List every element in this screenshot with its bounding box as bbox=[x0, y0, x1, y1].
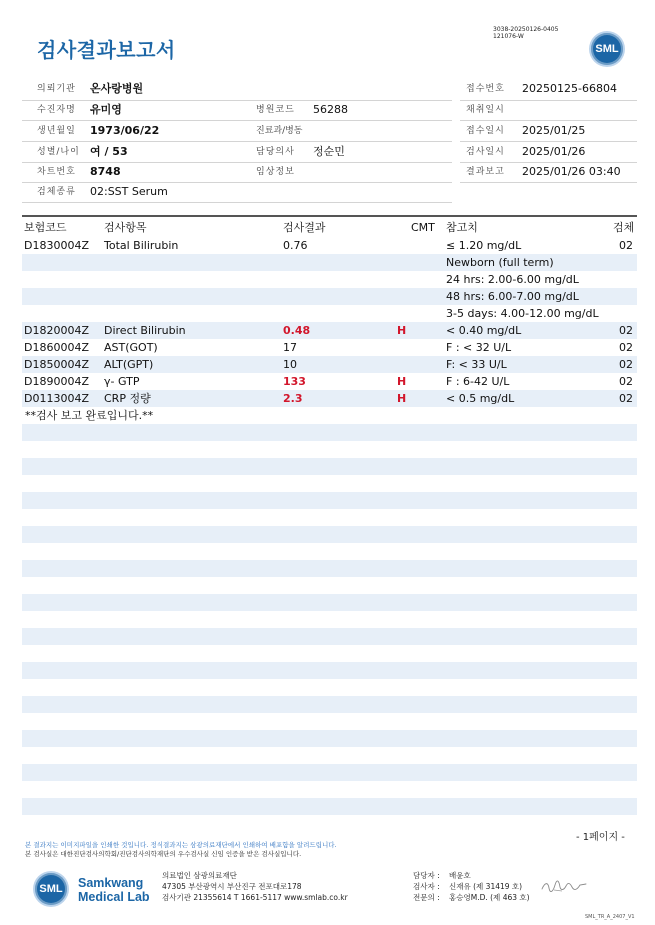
doctor-label: 담당의사 bbox=[256, 147, 295, 157]
divider bbox=[22, 182, 452, 183]
table-row bbox=[22, 288, 637, 305]
insurance-code-cell: D1820004Z bbox=[24, 324, 89, 337]
hospital-code-label: 병원코드 bbox=[256, 105, 295, 115]
divider bbox=[460, 141, 637, 142]
sml-logo: SML bbox=[591, 33, 623, 65]
table-row bbox=[22, 356, 637, 373]
chart-no-label: 차트번호 bbox=[37, 167, 76, 177]
column-header-reference: 참고치 bbox=[446, 221, 478, 234]
staff-value: 홍승영M.D. (제 463 호) bbox=[449, 893, 530, 902]
reference-range-cell: ≤ 1.20 mg/dL bbox=[446, 239, 522, 252]
specimen-cell: 02 bbox=[619, 375, 633, 388]
specimen-cell: 02 bbox=[619, 324, 633, 337]
reference-range-cell: < 0.40 mg/dL bbox=[446, 324, 522, 337]
page-title: 검사결과보고서 bbox=[37, 38, 176, 62]
insurance-code-cell: D1890004Z bbox=[24, 375, 89, 388]
table-row bbox=[22, 373, 637, 390]
reference-range-cell: 24 hrs: 2.00-6.00 mg/dL bbox=[446, 273, 579, 286]
report-date-label: 결과보고 bbox=[466, 167, 505, 177]
specimen-cell: 02 bbox=[619, 341, 633, 354]
document-code: 3038-20250126-0405 bbox=[493, 26, 559, 33]
table-row bbox=[22, 407, 637, 424]
divider bbox=[22, 141, 452, 142]
result-value-cell: 2.3 bbox=[283, 392, 303, 405]
test-item-cell: Total Bilirubin bbox=[104, 239, 179, 252]
high-flag-cell: H bbox=[397, 324, 407, 337]
accreditation-notice: 본 검사실은 대한진단검사의학회/진단검사의학재단의 우수검사실 신임 인증을 받은 검사실입니다. bbox=[25, 850, 302, 858]
page-number: - 1페이지 - bbox=[576, 832, 625, 843]
test-date-value: 2025/01/26 bbox=[522, 145, 586, 158]
column-header-cmt: CMT bbox=[411, 221, 435, 234]
reference-range-cell: F: < 33 U/L bbox=[446, 358, 507, 371]
table-row bbox=[22, 322, 637, 339]
sml-logo: SML bbox=[35, 873, 67, 905]
receipt-date-value: 2025/01/25 bbox=[522, 124, 586, 137]
department-label: 진료과/병동 bbox=[256, 126, 303, 136]
org-contact: 검사기관 21355614 T 1661-5117 www.smlab.co.kr bbox=[162, 893, 348, 902]
signature-icon bbox=[540, 878, 588, 894]
column-header-specimen: 검체 bbox=[613, 221, 635, 234]
test-date-label: 검사일시 bbox=[466, 147, 505, 157]
column-header-code: 보험코드 bbox=[24, 221, 67, 234]
report-complete-note: **검사 보고 완료입니다.** bbox=[25, 409, 154, 422]
divider bbox=[22, 162, 452, 163]
test-item-cell: Direct Bilirubin bbox=[104, 324, 186, 337]
form-code: SML_TR_A_2407_V1 bbox=[585, 914, 635, 920]
test-item-cell: CRP 정량 bbox=[104, 392, 151, 405]
document-subcode: 121076-W bbox=[493, 33, 524, 40]
divider bbox=[460, 120, 637, 121]
insurance-code-cell: D1860004Z bbox=[24, 341, 89, 354]
org-name: 의료법인 삼광의료재단 bbox=[162, 871, 237, 880]
result-value-cell: 0.76 bbox=[283, 239, 308, 252]
receipt-no-label: 접수번호 bbox=[466, 84, 505, 94]
high-flag-cell: H bbox=[397, 375, 407, 388]
birth-date-value: 1973/06/22 bbox=[90, 124, 160, 137]
specimen-cell: 02 bbox=[619, 239, 633, 252]
result-value-cell: 17 bbox=[283, 341, 297, 354]
table-row bbox=[22, 271, 637, 288]
result-value-cell: 133 bbox=[283, 375, 306, 388]
table-row bbox=[22, 254, 637, 271]
specimen-type-label: 검체종류 bbox=[37, 187, 76, 197]
results-table-body bbox=[22, 237, 637, 815]
specimen-cell: 02 bbox=[619, 392, 633, 405]
staff-value: 배윤호 bbox=[449, 871, 471, 880]
divider bbox=[22, 100, 452, 101]
reference-range-cell: F : 6-42 U/L bbox=[446, 375, 510, 388]
result-value-cell: 0.48 bbox=[283, 324, 311, 337]
test-item-cell: ALT(GPT) bbox=[104, 358, 154, 371]
receipt-no-value: 20250125-66804 bbox=[522, 82, 617, 95]
receipt-date-label: 접수일시 bbox=[466, 126, 505, 136]
table-row bbox=[22, 305, 637, 322]
table-header-rule bbox=[22, 215, 637, 217]
divider bbox=[460, 162, 637, 163]
reference-range-cell: Newborn (full term) bbox=[446, 256, 554, 269]
test-item-cell: γ- GTP bbox=[104, 375, 140, 388]
org-address: 47305 부산광역시 부산진구 전포대로178 bbox=[162, 882, 302, 891]
divider bbox=[22, 202, 452, 203]
patient-name-value: 유미영 bbox=[90, 103, 122, 116]
high-flag-cell: H bbox=[397, 392, 407, 405]
table-row bbox=[22, 390, 637, 407]
image-print-notice: 본 결과지는 이미지파일을 인쇄한 것입니다. 정식결과지는 삼광의료재단에서 인쇄하여 배포함을 알려드립니다. bbox=[25, 841, 337, 849]
test-item-cell: AST(GOT) bbox=[104, 341, 158, 354]
divider bbox=[460, 100, 637, 101]
reference-range-cell: < 0.5 mg/dL bbox=[446, 392, 515, 405]
lab-name-line2: Medical Lab bbox=[78, 890, 150, 904]
staff-label: 검사자 : bbox=[413, 882, 440, 891]
staff-label: 담당자 : bbox=[413, 871, 440, 880]
hospital-code-value: 56288 bbox=[313, 103, 348, 116]
result-value-cell: 10 bbox=[283, 358, 297, 371]
institution-label: 의뢰기관 bbox=[37, 84, 76, 94]
specimen-cell: 02 bbox=[619, 358, 633, 371]
insurance-code-cell: D0113004Z bbox=[24, 392, 89, 405]
chart-no-value: 8748 bbox=[90, 165, 121, 178]
insurance-code-cell: D1850004Z bbox=[24, 358, 89, 371]
sex-age-label: 성별/나이 bbox=[37, 147, 80, 157]
staff-label: 전문의 : bbox=[413, 893, 440, 902]
table-row bbox=[22, 237, 637, 254]
insurance-code-cell: D1830004Z bbox=[24, 239, 89, 252]
specimen-type-value: 02:SST Serum bbox=[90, 185, 168, 198]
collection-date-label: 채취일시 bbox=[466, 105, 505, 115]
patient-name-label: 수진자명 bbox=[37, 105, 76, 115]
institution-value: 온사랑병원 bbox=[90, 82, 144, 95]
reference-range-cell: 3-5 days: 4.00-12.00 mg/dL bbox=[446, 307, 599, 320]
clinical-info-label: 임상정보 bbox=[256, 167, 295, 177]
doctor-value: 정순민 bbox=[313, 145, 345, 158]
lab-name-line1: Samkwang bbox=[78, 876, 144, 890]
sex-age-value: 여 / 53 bbox=[90, 145, 128, 158]
column-header-result: 검사결과 bbox=[283, 221, 326, 234]
divider bbox=[460, 182, 637, 183]
results-table-header bbox=[22, 219, 637, 236]
report-date-value: 2025/01/26 03:40 bbox=[522, 165, 621, 178]
column-header-item: 검사항목 bbox=[104, 221, 147, 234]
reference-range-cell: 48 hrs: 6.00-7.00 mg/dL bbox=[446, 290, 579, 303]
birth-date-label: 생년월일 bbox=[37, 126, 76, 136]
divider bbox=[22, 120, 452, 121]
reference-range-cell: F : < 32 U/L bbox=[446, 341, 512, 354]
table-row bbox=[22, 339, 637, 356]
staff-value: 신재유 (제 31419 호) bbox=[449, 882, 523, 891]
